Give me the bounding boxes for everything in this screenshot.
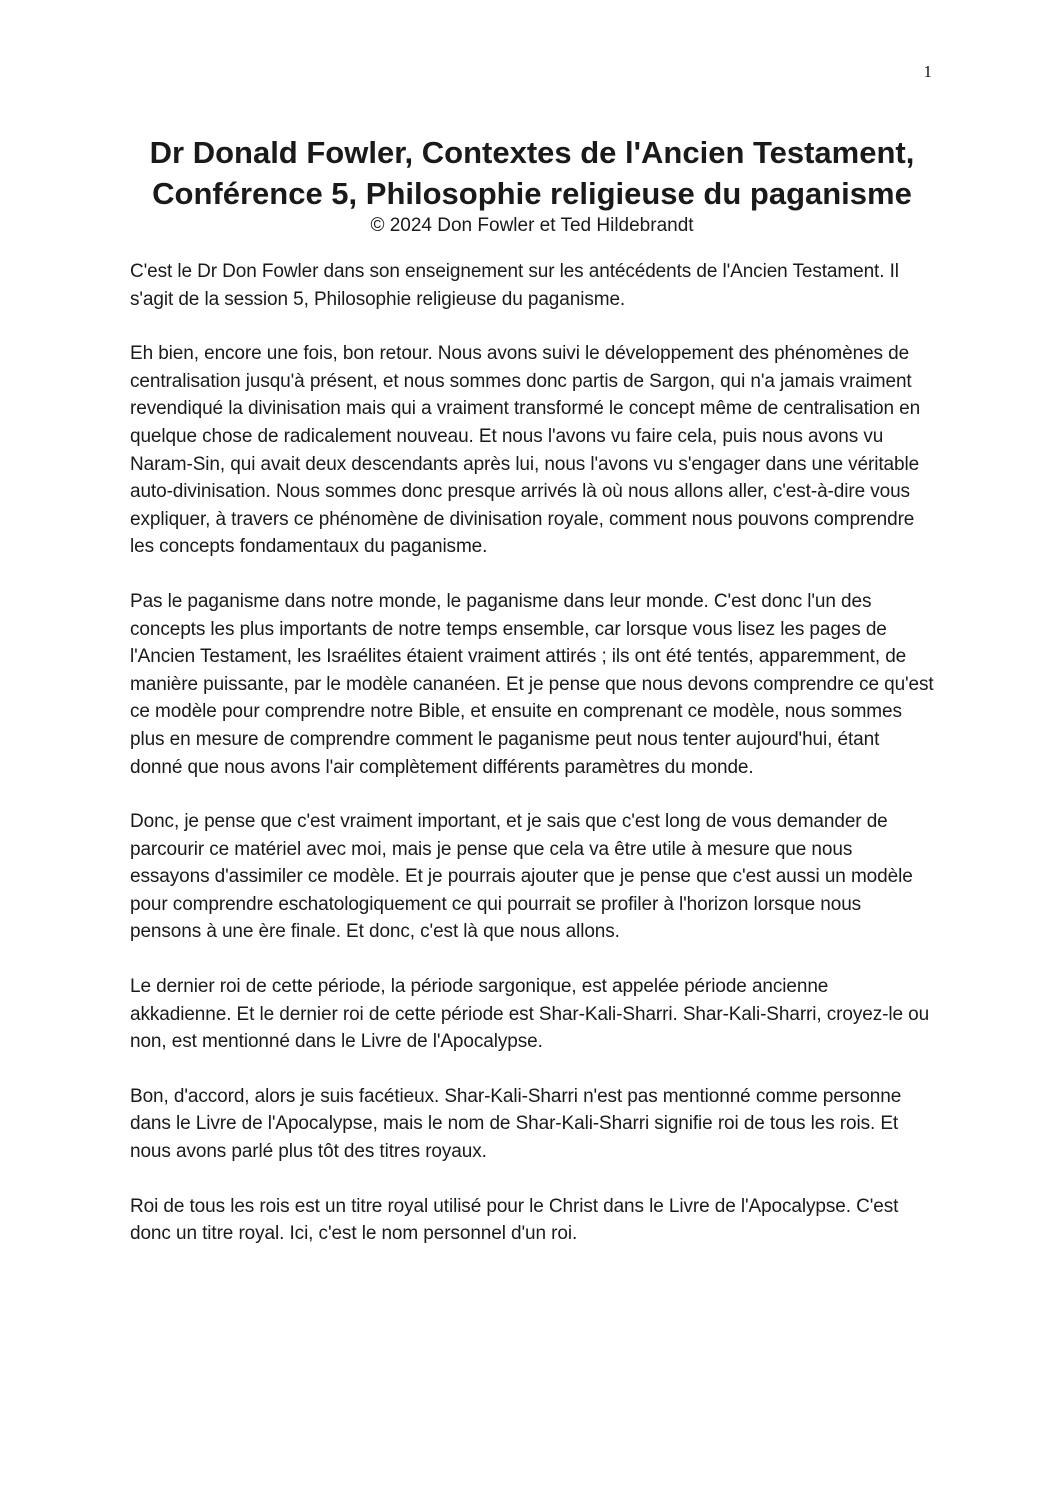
copyright-notice: © 2024 Don Fowler et Ted Hildebrandt xyxy=(370,215,694,236)
paragraph-3: Pas le paganisme dans notre monde, le paganisme dans leur monde. C'est donc l'un des concepts les plus importants de notre temps ensemble, car lorsque vous lisez les pages de l'Ancien Testament, les Israélites étaient vraiment attirés ; ils ont été tentés, apparemment, de manière puissante, par le modèle cananéen. Et je pense que nous devons comprendre ce qu'est ce modèle pour comprendre notre Bible, et ensuite en comprenant ce modèle, nous sommes plus en mesure de comprendre comment le paganisme peut nous tenter aujourd'hui, étant donné que nous avons l'air complètement différents paramètres du monde. xyxy=(130,590,934,778)
document-body xyxy=(130,132,934,1275)
title-line-1: Dr Donald Fowler, Contextes de l'Ancien Testament, xyxy=(149,135,915,170)
paragraph-7: Roi de tous les rois est un titre royal utilisé pour le Christ dans le Livre de l'Apocalypse. C'est donc un titre royal. Ici, c'est le nom personnel d'un roi. xyxy=(130,1195,899,1245)
paragraph-2: Eh bien, encore une fois, bon retour. Nous avons suivi le développement des phénomènes de centralisation jusqu'à présent, et nous sommes donc partis de Sargon, qui n'a jamais vraiment revendiqué la divinisation mais qui a vraiment transformé le concept même de centralisation en quelque chose de radicalement nouveau. Et nous l'avons vu faire cela, puis nous avons vu Naram-Sin, qui avait deux descendants après lui, nous l'avons vu s'engager dans une véritable auto-divinisation. Nous sommes donc presque arrivés là où nous allons aller, c'est-à-dire vous expliquer, à travers ce phénomène de divinisation royale, comment nous pouvons comprendre les concepts fondamentaux du paganisme. xyxy=(130,343,921,558)
paragraph-intro: C'est le Dr Don Fowler dans son enseignement sur les antécédents de l'Ancien Testament. Il s'agit de la session 5, Philosophie religieuse du paganisme. xyxy=(130,261,899,310)
title-line-2: Conférence 5, Philosophie religieuse du paganisme xyxy=(152,176,912,211)
document-title xyxy=(130,132,934,214)
paragraph-5: Le dernier roi de cette période, la période sargonique, est appelée période ancienne akkadienne. Et le dernier roi de cette période est Shar-Kali-Sharri. Shar-Kali-Sharri, croyez-le ou non, est mentionné dans le Livre de l'Apocalypse. xyxy=(130,976,930,1053)
paragraph-4: Donc, je pense que c'est vraiment important, et je sais que c'est long de vous demander de parcourir ce matériel avec moi, mais je pense que cela va être utile à mesure que nous essayons d'assimiler ce modèle. Et je pourrais ajouter que je pense que c'est aussi un modèle pour comprendre eschatologiquement ce qui pourrait se profiler à l'horizon lorsque nous pensons à une ère finale. Et donc, c'est là que nous allons. xyxy=(130,811,913,943)
page-number: 1 xyxy=(923,62,932,81)
paragraph-6: Bon, d'accord, alors je suis facétieux. Shar-Kali-Sharri n'est pas mentionné comme personne dans le Livre de l'Apocalypse, mais le nom de Shar-Kali-Sharri signifie roi de tous les rois. Et nous avons parlé plus tôt des titres royaux. xyxy=(130,1085,902,1163)
